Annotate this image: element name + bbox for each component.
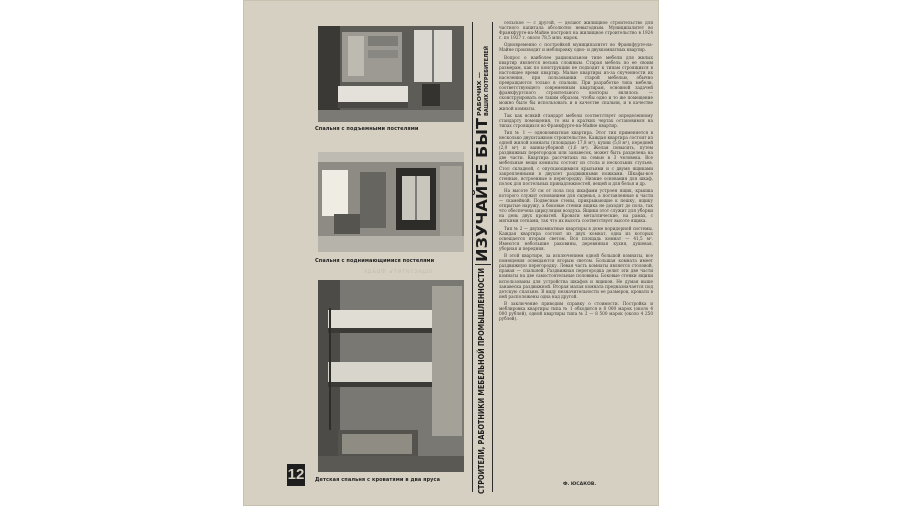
- heading-subtitle: СТРОИТЕЛИ, РАБОТНИКИ МЕБЕЛЬНОЙ ПРОМЫШЛЕННОСТИ: [477, 234, 486, 494]
- author-signature: Ф. ЮСАКОВ.: [563, 482, 597, 487]
- article-text-column: [499, 20, 653, 482]
- heading-side-line-1: РАБОЧИХ —: [477, 78, 483, 116]
- bleed-through-text: ощиститетъ Фрадк: [363, 268, 433, 275]
- article-paragraph: Тип № 2 — двухкомнатные квартиры в доме коридорной системы. Каждая квартира состоит из двух комнат, одна из которых освещается вторым светом. Вся площадь комнат — 41,5 м². Имеются небольшие раковины, деревянная кухня, душевая, уборная и передняя.: [499, 225, 653, 251]
- magazine-page: [243, 0, 659, 506]
- photo-bedroom-folding-beds: [318, 26, 464, 122]
- photo-caption: Детская спальня с кроватями в два яруса: [315, 477, 441, 483]
- photo-bedroom-retractable-beds: [318, 152, 464, 252]
- bedroom-window-image: [318, 152, 464, 252]
- photo-caption: Спальня с подъемными постелями: [315, 126, 419, 132]
- article-paragraph: сельское — с другой, — делают жилищное строительство для частного капитала абсолютно невыгодным. Муниципалитет во Франкфурте-на-Майне построил на жилищное строительство в 1924 г. по 1927 г. около 78,5 млн. марок.: [499, 20, 653, 41]
- article-paragraph: В заключение приводим справку о стоимости. Постройка и меблировка квартиры типа № 1 обходится в 8 000 марок (около 4 000 рублей), одной квартиры типа № 2 — 8 500 марок (около 4 250 рублей).: [499, 300, 653, 322]
- bedroom-interior-image: [318, 26, 464, 122]
- photo-caption: Спальня с поднимающимися постелями: [315, 258, 435, 264]
- heading-side-line-2: ВАШИХ ПОТРЕБИТЕЛЕЙ: [484, 39, 490, 116]
- nursery-bunk-image: [318, 280, 464, 472]
- article-paragraph: Тип № 1 — однокомнатная квартира. Этот тип применяется в несколько двухэтажном строительстве. Каждая квартира состоит из одной жилой комнаты (площадью 17,8 м²), кухни (5,8 м²), передней (2,0 м²) и ванны-уборной (1,6 м²). Желая повысить, путем раздвижных перегородок или занавесок, может быть разделена на две части. Квартира рассчитана на семью в 3 человека. Все мебельные вещи комнаты состоят из стола и нескольких стульев. Стол складной, с опускающимися крыльями и с двумя ящиками закрепленными в двухлет раздвижными ножками. Шкафы-все стенные, встроенные в перегородку. Низкие основания для шкаф, полок для постельных принадлежностей, вещей и для белья и др.: [499, 129, 653, 186]
- article-paragraph: Вопрос о наиболее рациональном типе мебели для жилых квартир является весьма сложным. Старая мебель по ее своим размерам, как по конструкции не подходит к типам строящихся в настоящее время квартир. Малые квартиры из-за скученности их населения, при пользовании старой мебелью, обычно превращаются только в спальни. При разработке типа мебели, соответствующего современным квартирам, основной задачей франкфуртского строительного конторы являлось — сконструировать ее таким образом, чтобы одно и то же помещение можно было бы использовать и в качестве спальни, и в качестве жилой комнаты.: [499, 54, 653, 111]
- article-paragraph: На высоте 50 см от пола под шкафами устроен ящик, крышка которого служит основанием для сиденья, а поставленные к части — скамейкой. Подвесные стены, прикрывающие к пешку, ящику открытые наружу, а боковые стенки ящика не доходят до пола, так что обеспечена циркуляция воздуха. Ящики этот служит для уборки на день двух кроватей. Кровати металлические, на рамах, с мягкими сетками, так что их высота соответствует высоте ящика.: [499, 187, 653, 224]
- article-paragraph: Так как всякий стандарт мебели соответствует определенному стандарту помещения, то мы в кратких чертах остановимся на типах строящихся во Франкфурте-на-Майне квартир.: [499, 112, 653, 128]
- photo-nursery-bunk-beds: [318, 280, 464, 472]
- heading-main: ИЗУЧАЙТЕ БЫТ: [473, 128, 491, 262]
- vertical-heading: [471, 22, 493, 497]
- article-paragraph: В этой квартире, за исключением одной большой комнаты, все помещения освещаются вторым светом. Большая комната имеет раздвижную перегородку. Левая часть комнаты является столовой, правая — спальней. Раздвижная перегородка делит эти две части комнаты на две самостоятельные половины. Боковые стенки ящики использованы для устройства шкафов и ящиков. Не думая выше занавеска раздвижной. Вторая малая комната предназначается под детскую спальню. В виду незначительности ее размеров, кровати в ней расположены одна над другой.: [499, 253, 653, 299]
- page-number: 12: [287, 464, 305, 486]
- article-paragraph: Одновременно с постройкой муниципалитет во Франкфурте-на-Майне производит и меблировку одно- и двухкомнатных квартир.: [499, 42, 653, 53]
